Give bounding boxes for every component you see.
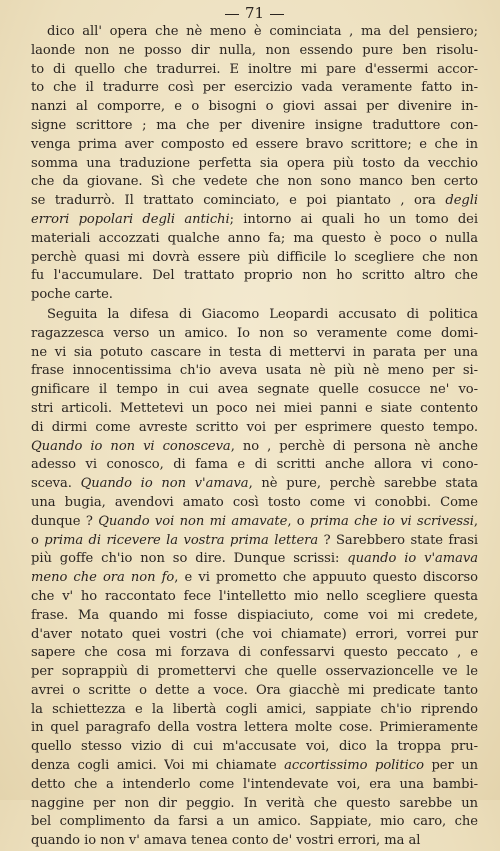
text-line — [31, 682, 478, 701]
text-segment: to di quello che tradurrei. E inoltre mi pare d'essermi accor- — [31, 61, 478, 77]
text-line — [31, 325, 478, 344]
text-line — [31, 362, 478, 381]
text-line — [31, 79, 478, 98]
text-line — [31, 588, 478, 607]
text-line — [31, 267, 478, 286]
page-number: 71 — [244, 4, 265, 22]
text-line — [31, 23, 478, 42]
text-line — [31, 61, 478, 80]
text-line — [31, 719, 478, 738]
text-segment: frase. Ma quando mi fosse dispiaciuto, come voi mi credete, — [31, 607, 478, 623]
text-segment: una bugia, avendovi amato così tosto come vi conobbi. Come — [31, 494, 478, 510]
text-line — [31, 419, 478, 438]
body-text — [31, 23, 478, 851]
italic-text: prima che io vi scrivessi — [310, 513, 474, 529]
italic-text: meno che ora non fo — [31, 570, 175, 586]
text-line — [31, 117, 478, 136]
text-line — [31, 532, 478, 551]
text-line — [31, 776, 478, 795]
text-segment: laonde non ne posso dir nulla, non essendo pure ben risolu- — [31, 42, 478, 58]
text-line — [31, 813, 478, 832]
text-line — [31, 136, 478, 155]
text-line — [31, 738, 478, 757]
text-line — [31, 400, 478, 419]
text-segment: sapere che cosa mi forzava di confessarvi questo peccato , e — [31, 645, 478, 661]
text-segment: to che il tradurre così per esercizio vada veramente fatto in- — [31, 80, 478, 96]
text-line — [31, 286, 478, 305]
text-segment: denza cogli amici. Voi mi chiamate — [31, 758, 285, 774]
text-line — [31, 757, 478, 776]
text-segment: , — [473, 513, 478, 529]
text-line — [31, 192, 478, 211]
header-dash-right — [270, 14, 284, 15]
text-segment: , o — [287, 513, 310, 529]
text-line — [31, 381, 478, 400]
text-segment: , nè pure, perchè sarebbe stata — [248, 476, 478, 492]
text-segment: per soprappiù di promettervi che quelle osservazioncelle ve le — [31, 664, 478, 680]
page-header — [31, 4, 478, 22]
text-line — [31, 644, 478, 663]
italic-text: quando io v'amava — [347, 551, 479, 567]
text-line — [31, 475, 478, 494]
text-line — [31, 211, 478, 230]
text-segment: Seguita la difesa di Giacomo Leopardi accusato di politica — [47, 306, 478, 322]
text-segment: quello stesso vizio di cui m'accusate voi, dico la troppa pru- — [31, 739, 478, 755]
text-segment: ne vi sia potuto cascare in testa di mettervi in parata per una — [31, 344, 478, 360]
text-segment: , e vi prometto che appuuto questo discorso — [174, 570, 479, 586]
text-segment: che v' ho raccontato fece l'intelletto mio nello scegliere questa — [31, 588, 478, 604]
italic-text: accortissimo politico — [284, 758, 424, 774]
text-line — [31, 569, 478, 588]
text-line — [31, 607, 478, 626]
text-segment: fu l'accumulare. Del trattato proprio non ho scritto altro che — [31, 268, 478, 284]
text-segment: o — [31, 532, 45, 548]
text-line — [31, 456, 478, 475]
text-line — [31, 173, 478, 192]
text-segment: ? Sarebbero state frasi — [318, 532, 479, 548]
text-segment: dico all' opera che nè meno è cominciata , ma del pensiero; — [47, 24, 478, 39]
text-segment: stri articoli. Mettetevi un poco nei miei panni e siate contento — [31, 400, 478, 416]
text-segment: poche carte. — [31, 287, 113, 303]
text-segment: perchè quasi mi dovrà essere più difficile lo scegliere che non — [31, 249, 478, 265]
text-segment: d'aver notato quei vostri (che voi chiamate) errori, vorrei pur — [31, 626, 478, 642]
text-segment: detto che a intenderlo come l'intendevate voi, era una bambi- — [31, 776, 478, 792]
text-line — [31, 663, 478, 682]
text-line — [31, 42, 478, 61]
text-segment: avrei o scritte o dette a voce. Ora giacchè mi predicate tanto — [31, 682, 478, 698]
text-line — [31, 513, 478, 532]
text-segment: di dirmi come avreste scritto voi per esprimere questo tempo. — [31, 419, 478, 435]
text-line — [31, 98, 478, 117]
text-segment: bel complimento da farsi a un amico. Sappiate, mio caro, che — [31, 814, 478, 830]
text-segment: signe scrittore ; ma che per divenire insigne traduttore con- — [31, 117, 478, 133]
header-dash-left — [225, 14, 239, 15]
text-segment: venga prima aver composto ed essere bravo scrittore; e che in — [31, 136, 478, 152]
text-segment: per un — [423, 758, 478, 774]
text-segment: dunque ? — [31, 513, 99, 529]
text-segment: più goffe ch'io non so dire. Dunque scrissi: — [31, 551, 348, 567]
text-line — [31, 626, 478, 645]
text-segment: somma una traduzione perfetta sia opera più tosto da vecchio — [31, 155, 478, 171]
text-line — [31, 155, 478, 174]
italic-text: Quando io non vi conosceva — [31, 438, 231, 454]
text-segment: ragazzesca verso un amico. Io non so veramente come domi- — [31, 325, 478, 341]
text-line — [31, 832, 478, 851]
text-segment: ; intorno ai quali ho un tomo dei — [229, 211, 478, 227]
text-segment: quando io non v' amava tenea conto de' vostri errori, ma al — [31, 833, 421, 849]
text-line — [31, 438, 478, 457]
text-segment: se tradurrò. Il trattato cominciato, e poi piantato , ora — [31, 193, 446, 209]
text-line — [31, 795, 478, 814]
text-segment: gnificare il tempo in cui avea segnate quelle cosucce ne' vo- — [31, 382, 478, 398]
text-line — [31, 230, 478, 249]
text-segment: che da giovane. Sì che vedete che non sono manco ben certo — [31, 174, 478, 190]
italic-text: Quando io non v'amava — [80, 476, 249, 492]
text-line — [31, 701, 478, 720]
text-segment: frase innocentissima ch'io aveva usata nè più nè meno per si- — [31, 363, 478, 379]
text-segment: sceva. — [31, 476, 81, 492]
italic-text: degli — [445, 193, 478, 209]
text-segment: adesso vi conosco, di fama e di scritti anche allora vi cono- — [31, 457, 478, 473]
text-segment: la schiettezza e la libertà cogli amici, sappiate ch'io riprendo — [31, 701, 478, 717]
text-line — [31, 550, 478, 569]
italic-text: Quando voi non mi amavate — [98, 513, 288, 529]
text-segment: , no , perchè di persona nè anche — [230, 438, 478, 454]
text-segment: materiali accozzati qualche anno fa; ma questo è poco o nulla — [31, 230, 478, 246]
text-line — [31, 494, 478, 513]
text-segment: naggine per non dir peggio. In verità che questo sarebbe un — [31, 795, 478, 811]
text-segment: nanzi al comporre, e o bisogni o giovi assai per divenire in- — [31, 99, 478, 115]
text-line — [31, 249, 478, 268]
text-segment: in quel paragrafo della vostra lettera molte cose. Primieramente — [31, 720, 478, 736]
text-line — [31, 306, 478, 325]
italic-text: prima di ricevere la vostra prima lettera — [44, 532, 319, 548]
text-line — [31, 344, 478, 363]
italic-text: errori popolari degli antichi — [31, 211, 230, 227]
